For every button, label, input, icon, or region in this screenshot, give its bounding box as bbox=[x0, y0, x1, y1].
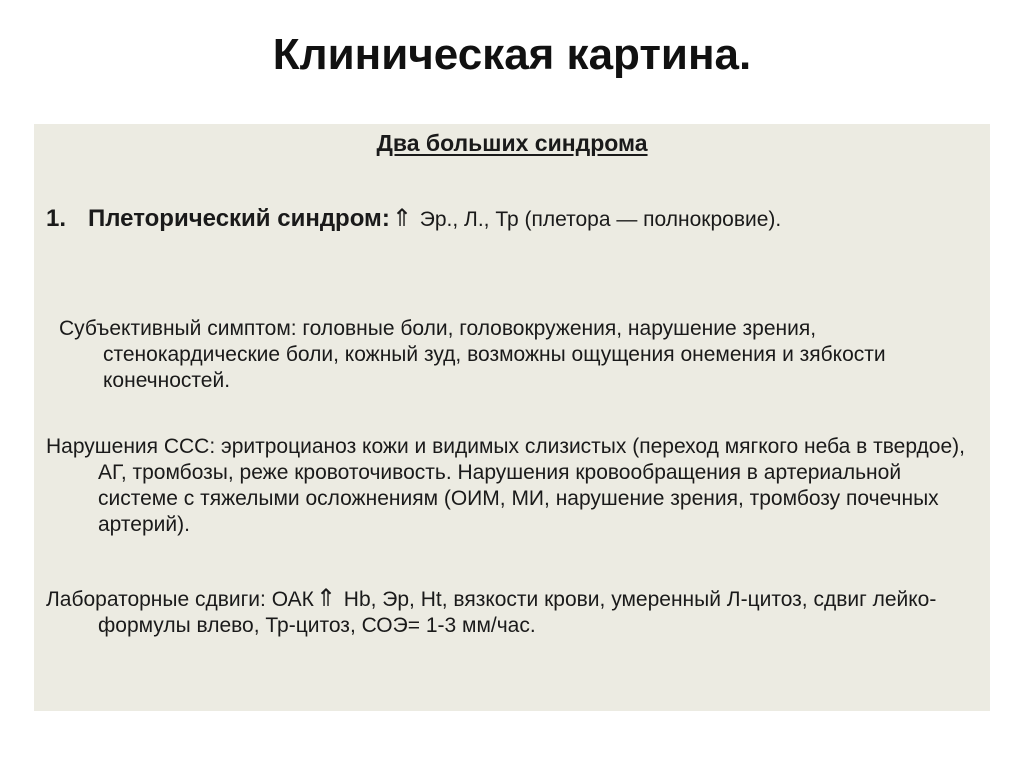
list-item-title: Плеторический синдром: bbox=[88, 205, 390, 232]
lab-description-text: Hb, Эр, Ht, вязкости крови, умеренный Л-цитоз, сдвиг лейко-формулы влево, Тр-цитоз, СОЭ= 1-3 мм/час. bbox=[98, 588, 937, 637]
double-up-arrow-icon: ⇑ bbox=[391, 205, 412, 232]
double-up-arrow-icon: ⇑ bbox=[315, 585, 336, 612]
list-item-pletoric-syndrome bbox=[46, 204, 976, 233]
content-box bbox=[34, 124, 990, 711]
slide-title: Клиническая картина. bbox=[272, 30, 752, 79]
list-item-number: 1. bbox=[46, 205, 67, 232]
paragraph-cardiovascular-disorders: Нарушения ССС: эритроцианоз кожи и видимых слизистых (переход мягкого неба в твердое), АГ, тромбозы, реже кровоточивость. Нарушения кровообращения в артериальной системе с тяжелыми осложнениям (ОИМ, МИ, нарушение зрения, тромбозу почечных артерий). bbox=[46, 435, 965, 536]
section-heading: Два больших синдрома bbox=[376, 130, 648, 156]
paragraph-laboratory-shifts bbox=[46, 586, 976, 639]
lab-prefix-text: Лабораторные сдвиги: ОАК bbox=[46, 588, 314, 611]
paragraph-subjective-symptoms: Субъективный симптом: головные боли, головокружения, нарушение зрения, стенокардические боли, кожный зуд, возможны ощущения онемения и зябкости конечностей. bbox=[59, 317, 886, 392]
list-item-description: Эр., Л., Тр (плетора — полнокровие). bbox=[413, 208, 782, 231]
